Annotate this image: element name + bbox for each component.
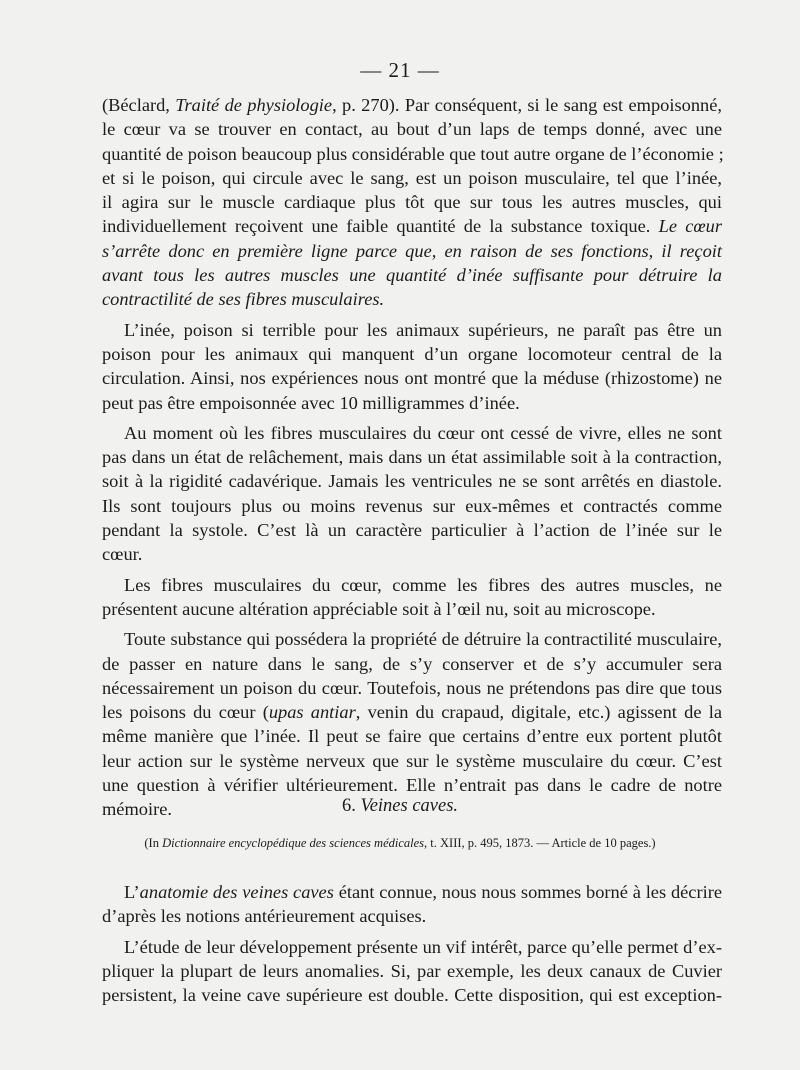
section-heading xyxy=(0,796,800,817)
text-line xyxy=(80,287,722,311)
citation-details: , t. XIII, p. 495, 1873. — Article de 10 pages.) xyxy=(424,836,656,850)
text-line: leur action sur le système nerveux que sur le système musculaire du cœur. C’est xyxy=(102,750,722,771)
page-number: — 21 — xyxy=(360,58,440,82)
paragraph xyxy=(80,93,722,312)
text-line: les poisons du cœur (upas antiar, venin du crapaud, digitale, etc.) agissent de la xyxy=(102,702,722,723)
text-line: circulation. Ainsi, nos expériences nous ont montré que la méduse (rhizostome) ne xyxy=(102,368,722,389)
text-line: pendant la systole. C’est là un caractère particulier à l’action de l’inée sur le xyxy=(102,520,722,541)
paragraph xyxy=(80,573,722,622)
text-line: soit à la rigidité cadavérique. Jamais les ventricules ne se sont arrêtés en diastole. xyxy=(102,471,722,492)
text-line: il agira sur le muscle cardiaque plus tôt que sur tous les autres muscles, qui xyxy=(102,192,722,213)
citation-open: (In xyxy=(144,836,163,850)
italic-text: avant tous les autres muscles une quantité d’inée suffisante pour détruire la xyxy=(102,265,722,286)
text-line: de passer en nature dans le sang, de s’y conserver et de s’y accumuler sera xyxy=(102,653,722,674)
paragraph xyxy=(80,627,722,821)
italic-text: Traité de physiologie xyxy=(175,95,333,115)
text-line: cœur. xyxy=(102,544,143,565)
text-line: L’anatomie des veines caves étant connue, nous nous sommes borné à les décrire xyxy=(124,882,722,902)
text-line: individuellement reçoivent une faible quantité de la substance toxique. Le cœur xyxy=(102,216,722,237)
text-line: peut pas être empoisonnée avec 10 milligrammes d’inée. xyxy=(102,392,520,413)
body-text-upper xyxy=(80,93,722,828)
text-line: (Béclard, Traité de physiologie, p. 270). Par conséquent, si le sang est empoisonné, xyxy=(102,95,722,115)
section-number: 6. xyxy=(341,796,361,816)
paragraph xyxy=(80,935,722,1008)
text-line: Les fibres musculaires du cœur, comme les fibres des autres muscles, ne xyxy=(124,574,722,595)
italic-text: Le cœur xyxy=(658,216,722,237)
text-line xyxy=(80,239,722,263)
paragraph xyxy=(80,318,722,415)
text-line: persistent, la veine cave supérieure est double. Cette disposition, qui est exception- xyxy=(102,985,722,1006)
text-line: Ils sont toujours plus ou moins revenus sur eux-mêmes et contractés comme xyxy=(102,495,722,516)
text-line: le cœur va se trouver en contact, au bout d’un laps de temps donné, avec une xyxy=(102,119,722,140)
text-line: quantité de poison beaucoup plus considérable que tout autre organe de l’économie ; xyxy=(102,143,724,164)
paragraph xyxy=(80,421,722,567)
text-line: Toute substance qui possédera la propriété de détruire la contractilité musculaire, xyxy=(124,629,722,650)
italic-text: contractilité de ses fibres musculaires. xyxy=(102,289,385,310)
italic-text: anatomie des veines caves xyxy=(139,882,334,902)
section-title: Veines caves. xyxy=(360,796,459,816)
text-line: d’après les notions antérieurement acquises. xyxy=(102,906,427,927)
source-citation xyxy=(0,836,800,851)
text-line: même manière que l’inée. Il peut se faire que certains d’entre eux portent plutôt xyxy=(102,726,722,747)
text-line: nécessairement un poison du cœur. Toutefois, nous ne prétendons pas dire que tous xyxy=(102,677,722,698)
text-line: Au moment où les fibres musculaires du cœur ont cessé de vivre, elles ne sont xyxy=(124,422,722,443)
italic-text: upas antiar xyxy=(268,702,356,723)
text-line: et si le poison, qui circule avec le sang, est un poison musculaire, tel que l’inée, xyxy=(102,167,722,188)
paragraph xyxy=(80,880,722,929)
citation-work: Dictionnaire encyclopédique des sciences médicales xyxy=(162,836,425,850)
text-line: mémoire. xyxy=(102,799,172,820)
text-line: poison pour les animaux qui manquent d’un organe locomoteur central de la xyxy=(102,343,722,364)
text-line xyxy=(80,263,722,287)
text-line: présentent aucune altération appréciable soit à l’œil nu, soit au microscope. xyxy=(102,598,656,619)
text-line: pliquer la plupart de leurs anomalies. Si, par exemple, les deux canaux de Cuvier xyxy=(102,960,722,981)
text-line: L’étude de leur développement présente un vif intérêt, parce qu’elle permet d’ex- xyxy=(124,936,722,957)
text-line: pas dans un état de relâchement, mais dans un état assimilable soit à la contraction, xyxy=(102,447,722,468)
italic-text: s’arrête donc en première ligne parce que, en raison de ses fonctions, il reçoit xyxy=(102,240,722,261)
body-text-lower xyxy=(80,880,722,1013)
text-line: une question à vérifier ultérieurement. Elle n’entrait pas dans le cadre de notre xyxy=(102,775,722,796)
text-line: L’inée, poison si terrible pour les animaux supérieurs, ne paraît pas être un xyxy=(124,319,722,340)
